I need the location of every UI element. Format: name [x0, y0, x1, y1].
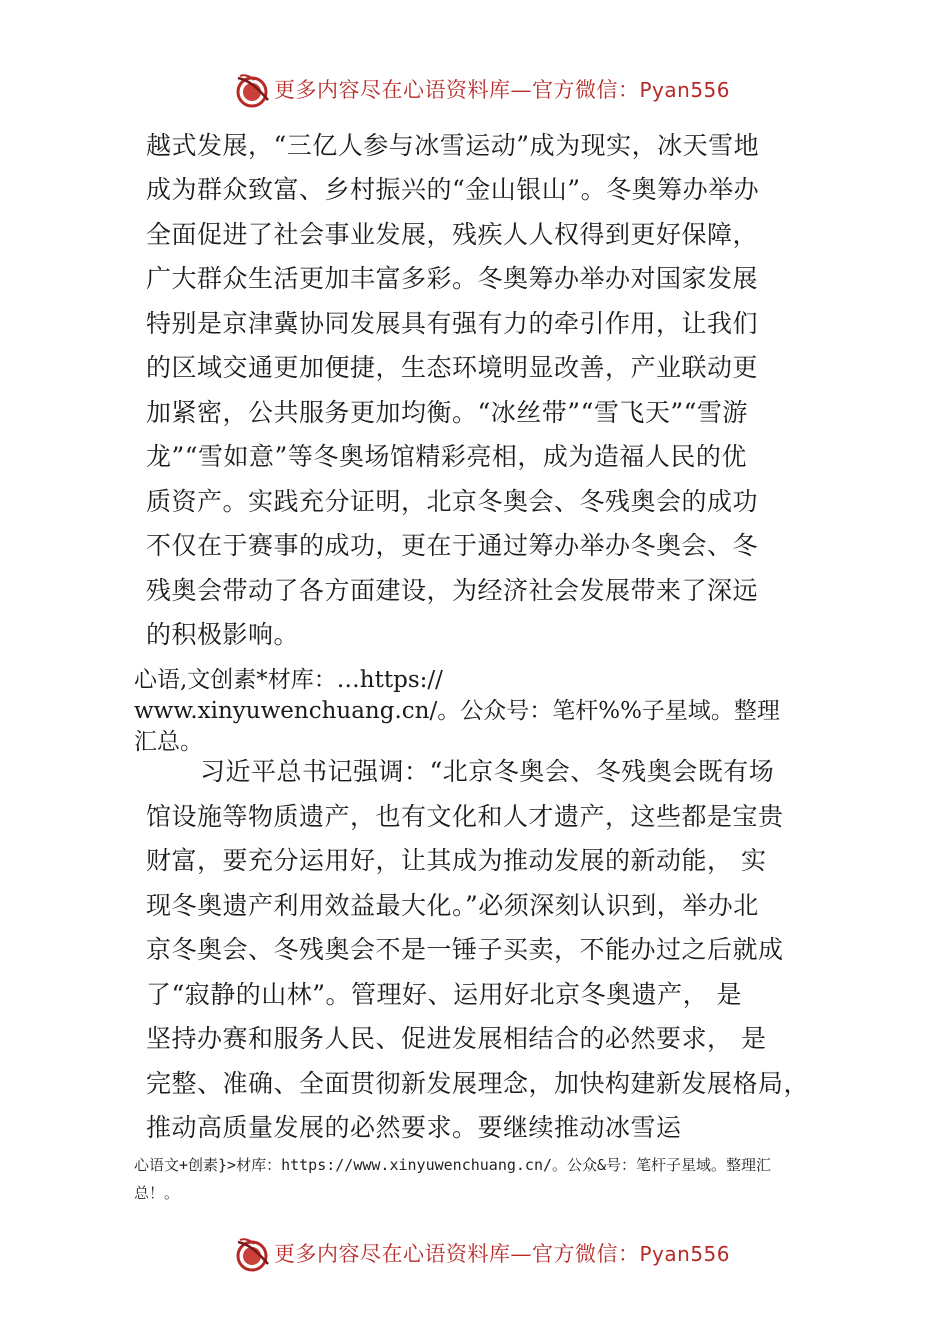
text-line: 不仅在于赛事的成功，更在于通过筹办举办冬奥会、冬 — [146, 531, 759, 560]
banner-text — [274, 1238, 730, 1268]
note-line: 心语,文创素*材库：…https:// — [134, 667, 443, 693]
text-line: 坚持办赛和服务人民、促进发展相结合的必然要求， 是 — [146, 1024, 767, 1053]
text-line: 加紧密，公共服务更加均衡。“冰丝带”“雪飞天”“雪游 — [146, 398, 748, 427]
banner-label: 更多内容尽在心语资料库—官方微信： — [274, 1242, 640, 1266]
text-line: 越式发展，“三亿人参与冰雪运动”成为现实，冰天雪地 — [146, 131, 760, 160]
text-line: 质资产。实践充分证明，北京冬奥会、冬残奥会的成功 — [146, 487, 759, 516]
text-line: 习近平总书记强调：“北京冬奥会、冬残奥会既有场 — [200, 757, 775, 786]
text-line: 现冬奥遗产利用效益最大化。”必须深刻认识到，举办北 — [146, 891, 759, 920]
note-line: 总！。 — [134, 1184, 180, 1202]
text-line: 完整、准确、全面贯彻新发展理念，加快构建新发展格局， — [146, 1069, 810, 1098]
header-banner — [0, 68, 950, 112]
text-line: 特别是京津冀协同发展具有强有力的牵引作用，让我们 — [146, 309, 759, 338]
text-line: 财富，要充分运用好，让其成为推动发展的新动能， 实 — [146, 846, 767, 875]
text-line: 广大群众生活更加丰富多彩。冬奥筹办举办对国家发展 — [146, 264, 759, 293]
banner-label: 更多内容尽在心语资料库—官方微信： — [274, 78, 640, 102]
text-line: 龙”“雪如意”等冬奥场馆精彩亮相，成为造福人民的优 — [146, 442, 747, 471]
text-line: 馆设施等物质遗产，也有文化和人才遗产，这些都是宝贵 — [146, 802, 784, 831]
text-line: 的积极影响。 — [146, 620, 300, 649]
quill-pen-logo-icon — [232, 1234, 272, 1274]
text-line: 京冬奥会、冬残奥会不是一锤子买卖，不能办过之后就成 — [146, 935, 784, 964]
note-line: 心语文+创素}>材库：https://www.xinyuwenchuang.cn/。公众&号：笔杆子星域。整理汇 — [134, 1156, 772, 1174]
quill-pen-logo-icon — [232, 70, 272, 110]
banner-wechat-id: Pyan556 — [639, 78, 731, 102]
text-line: 推动高质量发展的必然要求。要继续推动冰雪运 — [146, 1113, 682, 1142]
banner-text — [274, 74, 730, 104]
text-line: 全面促进了社会事业发展，残疾人人权得到更好保障， — [146, 220, 759, 249]
text-line: 的区域交通更加便捷，生态环境明显改善，产业联动更 — [146, 353, 759, 382]
note-line: 汇总。 — [134, 729, 203, 755]
text-line: 了“寂静的山林”。管理好、运用好北京冬奥遗产， 是 — [146, 980, 743, 1009]
text-line: 残奥会带动了各方面建设，为经济社会发展带来了深远 — [146, 576, 759, 605]
text-line: 成为群众致富、乡村振兴的“金山银山”。冬奥筹办举办 — [146, 175, 760, 204]
banner-wechat-id: Pyan556 — [639, 1242, 731, 1266]
footer-banner — [0, 1232, 950, 1276]
note-line: www.xinyuwenchuang.cn/。公众号：笔杆%%子星域。整理 — [134, 698, 780, 724]
